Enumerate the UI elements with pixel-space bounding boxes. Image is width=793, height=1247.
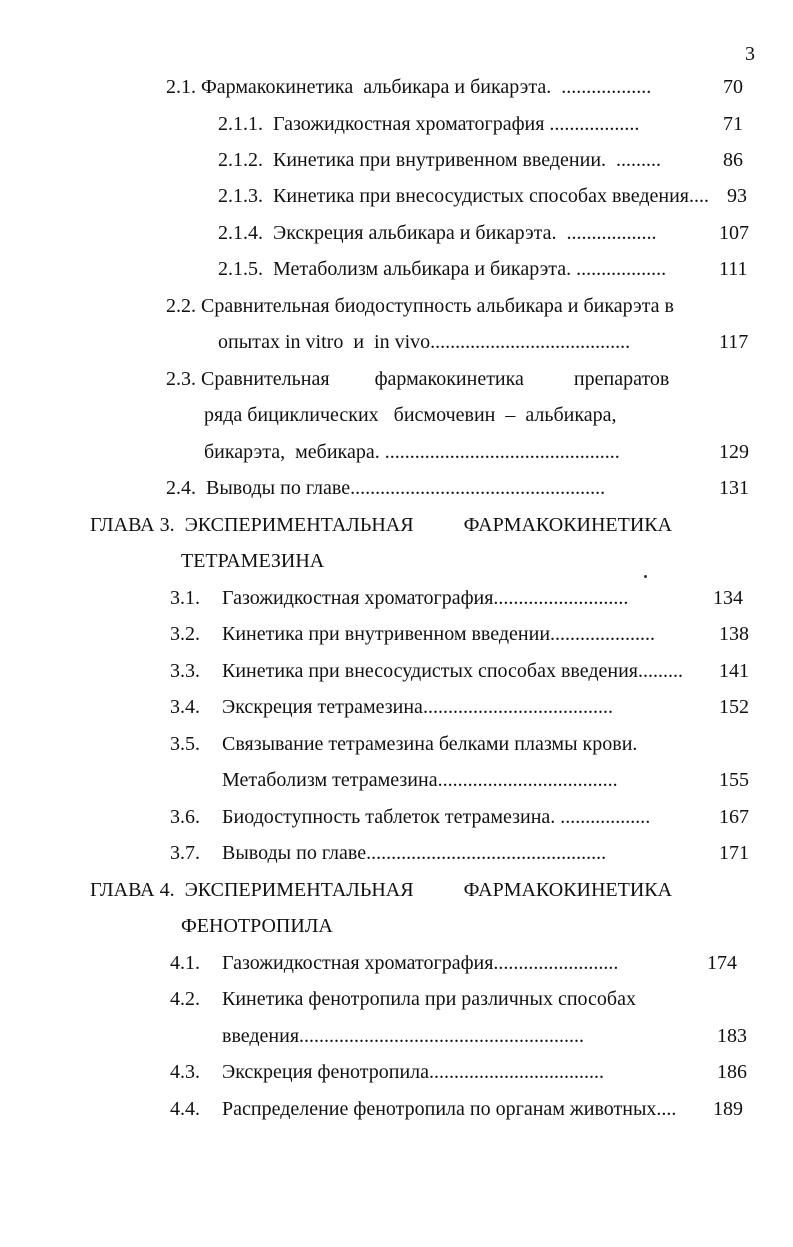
- toc-entry-3-4: Экскреция тетрамезина......................................: [222, 696, 613, 718]
- toc-num-4-1: 4.1.: [170, 952, 200, 974]
- toc-page-4-1: 174: [707, 952, 737, 974]
- toc-entry-2-4: 2.4. Выводы по главе...................................................: [166, 477, 606, 499]
- toc-num-3-4: 3.4.: [170, 696, 200, 718]
- toc-page-3-6: 167: [719, 806, 749, 828]
- page-number: 3: [745, 43, 755, 65]
- toc-page-4-3: 186: [717, 1061, 747, 1083]
- toc-entry-2-1-3: 2.1.3. Кинетика при внесосудистых способах введения....: [218, 185, 709, 207]
- toc-num-3-7: 3.7.: [170, 842, 200, 864]
- toc-page-3-4: 152: [719, 696, 749, 718]
- toc-entry-2-2: 2.2. Сравнительная биодоступность альбикара и бикарэта в: [166, 295, 674, 317]
- toc-num-3-2: 3.2.: [170, 623, 200, 645]
- toc-entry-2-1-5: 2.1.5. Метаболизм альбикара и бикарэта. ..................: [218, 258, 667, 280]
- toc-page-2-4: 131: [719, 477, 749, 499]
- toc-page-2-1-2: 86: [723, 149, 743, 171]
- toc-page-4-2: 183: [717, 1025, 747, 1047]
- toc-page-4-4: 189: [713, 1098, 743, 1120]
- toc-num-3-5: 3.5.: [170, 733, 200, 755]
- chapter-3-heading-cont: ТЕТРАМЕЗИНА: [181, 550, 325, 572]
- toc-entry-3-1: Газожидкостная хроматография...........................: [222, 587, 629, 609]
- toc-entry-4-3: Экскреция фенотропила...................................: [222, 1061, 605, 1083]
- toc-entry-3-3: Кинетика при внесосудистых способах введения.........: [222, 660, 683, 682]
- toc-entry-4-2: Кинетика фенотропила при различных способах: [222, 988, 636, 1010]
- chapter-4-heading-cont: ФЕНОТРОПИЛА: [181, 915, 333, 937]
- toc-entry-2-3: 2.3. Сравнительная фармакокинетика препаратов: [166, 368, 670, 390]
- toc-page-2-1-4: 107: [719, 222, 749, 244]
- toc-page-3-7: 171: [719, 842, 749, 864]
- toc-num-3-1: 3.1.: [170, 587, 200, 609]
- toc-entry-3-5-cont: Метаболизм тетрамезина....................................: [222, 769, 618, 791]
- page-speck: [644, 575, 647, 578]
- toc-page-2-1-3: 93: [727, 185, 747, 207]
- toc-entry-2-3-cont2: бикарэта, мебикара. ...............................................: [204, 441, 620, 463]
- toc-num-3-3: 3.3.: [170, 660, 200, 682]
- toc-entry-2-3-cont: ряда бициклических бисмочевин – альбикара,: [204, 404, 617, 426]
- toc-num-3-6: 3.6.: [170, 806, 200, 828]
- toc-page-2-2: 117: [719, 331, 749, 353]
- toc-entry-3-6: Биодоступность таблеток тетрамезина. ..................: [222, 806, 651, 828]
- toc-page-2-3: 129: [719, 441, 749, 463]
- toc-entry-2-2-cont: опытах in vitro и in vivo........................................: [218, 331, 631, 353]
- toc-page-3-5: 155: [719, 769, 749, 791]
- chapter-4-heading: ГЛАВА 4. ЭКСПЕРИМЕНТАЛЬНАЯ ФАРМАКОКИНЕТИКА: [90, 879, 673, 901]
- toc-entry-2-1-2: 2.1.2. Кинетика при внутривенном введении. .........: [218, 149, 662, 171]
- toc-entry-2-1-4: 2.1.4. Экскреция альбикара и бикарэта. ..................: [218, 222, 657, 244]
- toc-entry-3-2: Кинетика при внутривенном введении.....................: [222, 623, 656, 645]
- toc-entry-2-1-1: 2.1.1. Газожидкостная хроматография ..................: [218, 113, 640, 135]
- toc-entry-3-5: Связывание тетрамезина белками плазмы крови.: [222, 733, 638, 755]
- toc-entry-3-7: Выводы по главе................................................: [222, 842, 607, 864]
- chapter-3-heading: ГЛАВА 3. ЭКСПЕРИМЕНТАЛЬНАЯ ФАРМАКОКИНЕТИКА: [90, 514, 673, 536]
- toc-page-2-1-5: 111: [719, 258, 748, 280]
- toc-page-2-1: 70: [723, 76, 743, 98]
- toc-entry-2-1: 2.1. Фармакокинетика альбикара и бикарэта. ..................: [166, 76, 652, 98]
- toc-num-4-2: 4.2.: [170, 988, 200, 1010]
- toc-entry-4-2-cont: введения.........................................................: [222, 1025, 585, 1047]
- toc-num-4-3: 4.3.: [170, 1061, 200, 1083]
- toc-page-3-1: 134: [713, 587, 743, 609]
- toc-page-3-3: 141: [719, 660, 749, 682]
- toc-entry-4-1: Газожидкостная хроматография.........................: [222, 952, 619, 974]
- toc-page-2-1-1: 71: [723, 113, 743, 135]
- toc-num-4-4: 4.4.: [170, 1098, 200, 1120]
- toc-entry-4-4: Распределение фенотропила по органам животных....: [222, 1098, 677, 1120]
- toc-page-3-2: 138: [719, 623, 749, 645]
